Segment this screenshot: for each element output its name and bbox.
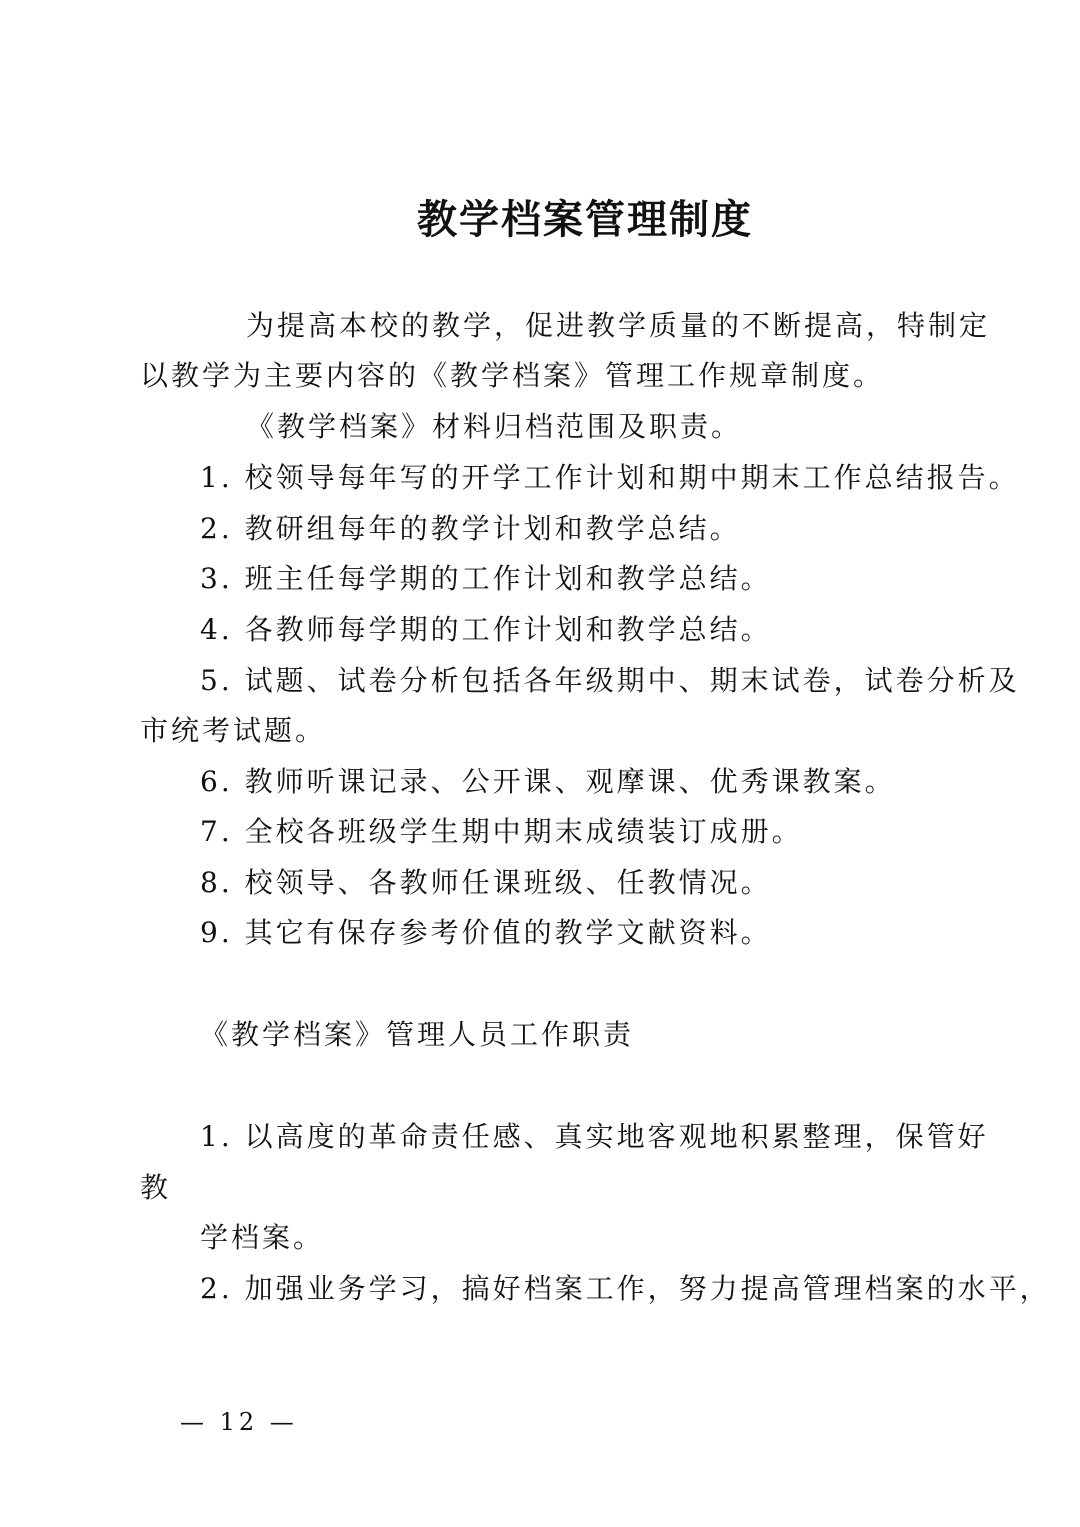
list-item: 2. 教研组每年的教学计划和教学总结。 bbox=[200, 512, 741, 545]
list-item: 3. 班主任每学期的工作计划和教学总结。 bbox=[200, 562, 772, 595]
intro-line: 为提高本校的教学，促进教学质量的不断提高，特制定 bbox=[246, 309, 991, 342]
section-heading: 《教学档案》材料归档范围及职责。 bbox=[246, 410, 743, 443]
list-item: 5. 试题、试卷分析包括各年级期中、期末试卷，试卷分析及 bbox=[200, 664, 1020, 697]
section-heading: 《教学档案》管理人员工作职责 bbox=[200, 1018, 635, 1051]
list-item: 1. 以高度的革命责任感、真实地客观地积累整理，保管好 bbox=[200, 1120, 989, 1153]
list-item: 6. 教师听课记录、公开课、观摩课、优秀课教案。 bbox=[200, 765, 896, 798]
list-item: 7. 全校各班级学生期中期末成绩装订成册。 bbox=[200, 815, 803, 848]
list-item-continuation: 市统考试题。 bbox=[140, 714, 327, 747]
list-item-continuation: 教 bbox=[140, 1171, 172, 1204]
list-item-continuation: 学档案。 bbox=[200, 1221, 325, 1254]
page-number: — 12 — bbox=[180, 1408, 298, 1436]
list-item: 8. 校领导、各教师任课班级、任教情况。 bbox=[200, 866, 772, 899]
list-item: 1. 校领导每年写的开学工作计划和期中期末工作总结报告。 bbox=[200, 461, 1020, 494]
list-item: 2. 加强业务学习，搞好档案工作，努力提高管理档案的水平， bbox=[200, 1272, 1051, 1305]
page-title: 教学档案管理制度 bbox=[417, 196, 753, 243]
list-item: 9. 其它有保存参考价值的教学文献资料。 bbox=[200, 916, 772, 949]
list-item: 4. 各教师每学期的工作计划和教学总结。 bbox=[200, 613, 772, 646]
intro-line: 以教学为主要内容的《教学档案》管理工作规章制度。 bbox=[140, 359, 885, 392]
